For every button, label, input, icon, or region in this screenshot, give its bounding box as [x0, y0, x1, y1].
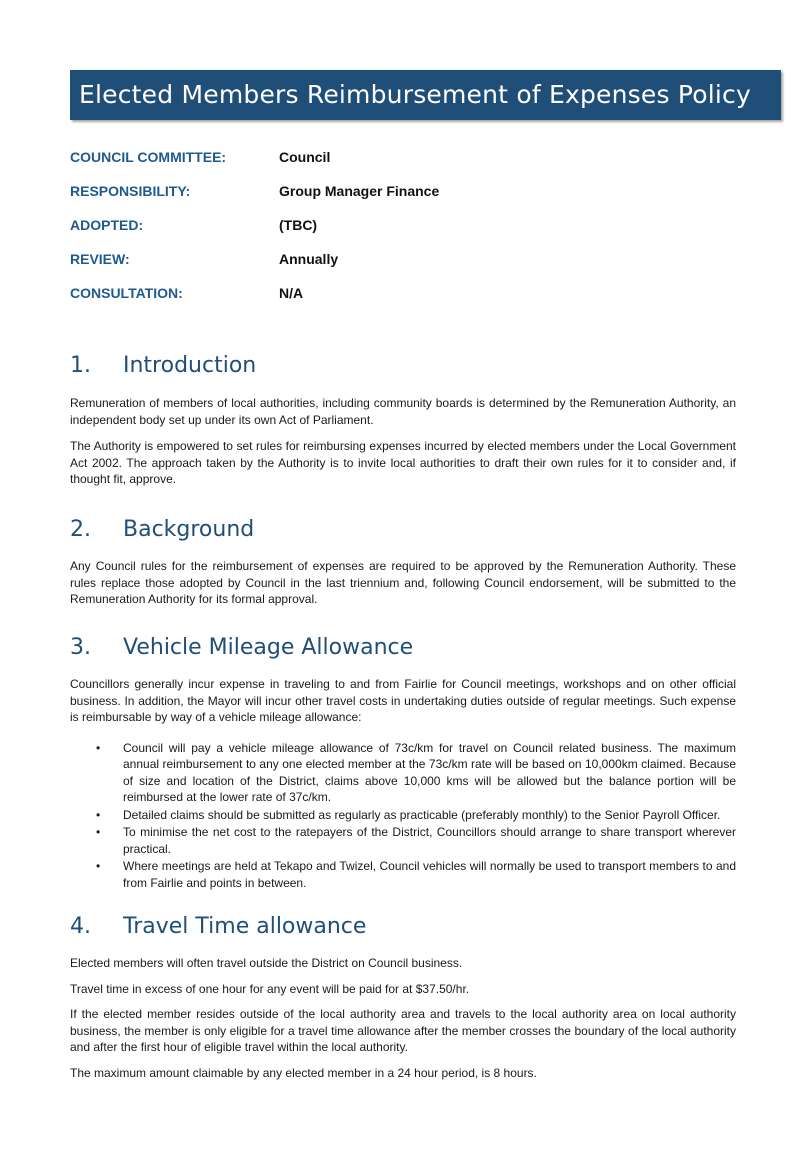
meta-value: Group Manager Finance: [279, 183, 440, 199]
bullet-icon: •: [96, 807, 101, 822]
bullet-icon: •: [96, 825, 101, 839]
section-travel-time: [70, 911, 736, 1081]
bullet-icon: •: [96, 740, 101, 755]
section-vehicle-mileage: [70, 632, 736, 892]
section-heading: [70, 911, 736, 941]
section-background: [70, 514, 736, 608]
list-item: [70, 824, 736, 857]
section-number: 1.: [70, 352, 91, 378]
list-item-text: Detailed claims should be submitted as regularly as practicable (preferably monthly) to the Senior Payroll Officer.: [123, 807, 721, 822]
section-introduction: [70, 350, 736, 488]
bullet-list: [70, 740, 736, 892]
list-item: [70, 858, 736, 891]
policy-metadata: [70, 140, 770, 310]
paragraph: Any Council rules for the reimbursement of expenses are required to be approved by the Remuneration Authority. These rules replace those adopted by Council in the last triennium and, following Council endorsement, will be submitted to the Remuneration Authority for its formal approval.: [70, 559, 736, 606]
section-number: 4.: [70, 913, 91, 939]
section-title: Background: [123, 516, 255, 542]
meta-row-review: [70, 242, 770, 276]
list-item-text: Council will pay a vehicle mileage allowance of 73c/km for travel on Council related business. The maximum annual reimbursement to any one elected member at the 73c/km rate will be based on 10,000km claimed. Because of size and location of the District, claims above 10,000 kms will be allowed but the balance portion will be reimbursed at the lower rate of 37c/km.: [123, 740, 736, 804]
section-number: 2.: [70, 516, 91, 542]
meta-label: COUNCIL COMMITTEE:: [70, 149, 227, 165]
paragraph: The maximum amount claimable by any elected member in a 24 hour period, is 8 hours.: [70, 1065, 537, 1080]
meta-row-adopted: [70, 208, 770, 242]
meta-value: Annually: [279, 251, 339, 267]
meta-value: (TBC): [279, 217, 318, 233]
page-title: Elected Members Reimbursement of Expenses Policy: [79, 80, 751, 109]
bullet-icon: •: [96, 859, 101, 873]
section-heading: [70, 350, 736, 380]
section-title: Travel Time allowance: [123, 913, 367, 939]
section-heading: [70, 514, 736, 544]
meta-row-consultation: [70, 276, 770, 310]
list-item-text: To minimise the net cost to the ratepayers of the District, Councillors should arrange to share transport wherever practical.: [123, 825, 736, 856]
paragraph: Elected members will often travel outside the District on Council business.: [70, 956, 463, 970]
paragraph: Remuneration of members of local authorities, including community boards is determined by the Remuneration Authority, an independent body set up under its own Act of Parliament.: [70, 396, 736, 427]
meta-label: REVIEW:: [70, 251, 130, 267]
list-item: [70, 807, 736, 824]
meta-row-committee: [70, 140, 770, 174]
meta-label: ADOPTED:: [70, 217, 144, 233]
list-item-text: Where meetings are held at Tekapo and Twizel, Council vehicles will normally be used to transport members to and from Fairlie and points in between.: [123, 859, 736, 890]
meta-label: RESPONSIBILITY:: [70, 183, 191, 199]
title-bar: [70, 70, 781, 120]
paragraph: Travel time in excess of one hour for any event will be paid for at $37.50/hr.: [70, 981, 470, 996]
section-number: 3.: [70, 634, 91, 660]
section-heading: [70, 632, 736, 662]
paragraph: If the elected member resides outside of the local authority area and travels to the local authority area on local authority business, the member is only eligible for a travel time allowance after the member crosses the boundary of the local authority and after the first hour of eligible travel within the local authority.: [70, 1007, 736, 1054]
meta-value: Council: [279, 149, 331, 165]
paragraph: Councillors generally incur expense in traveling to and from Fairlie for Council meetings, workshops and on other official business. In addition, the Mayor will incur other travel costs in undertaking duties outside of regular meetings. Such expense is reimbursable by way of a vehicle mileage allowance:: [70, 677, 736, 724]
paragraph: The Authority is empowered to set rules for reimbursing expenses incurred by elected members under the Local Government Act 2002. The approach taken by the Authority is to invite local authorities to draft their own rules for it to consider and, if thought fit, approve.: [70, 439, 736, 486]
meta-value: N/A: [279, 285, 304, 301]
section-title: Vehicle Mileage Allowance: [123, 634, 414, 660]
meta-row-responsibility: [70, 174, 770, 208]
meta-label: CONSULTATION:: [70, 285, 183, 301]
list-item: [70, 740, 736, 806]
section-title: Introduction: [123, 352, 257, 378]
